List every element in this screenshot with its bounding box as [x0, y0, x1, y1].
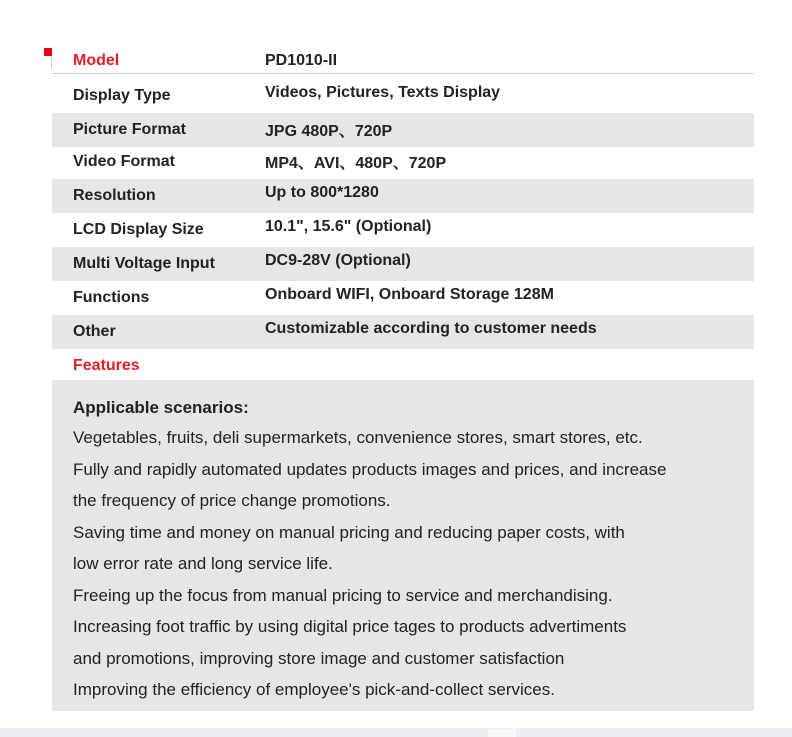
- features-heading: Applicable scenarios:: [73, 398, 249, 417]
- spec-value: DC9-28V (Optional): [265, 252, 411, 269]
- spec-label: Video Format: [73, 153, 175, 170]
- feature-line: Increasing foot traffic by using digital price tages to products advertiments: [73, 617, 627, 636]
- spec-value: 10.1", 15.6" (Optional): [265, 218, 432, 235]
- spec-value: JPG 480P、720P: [265, 123, 393, 140]
- spec-row: [52, 145, 754, 179]
- model-label: Model: [73, 52, 120, 69]
- spec-value: Up to 800*1280: [265, 184, 379, 201]
- spec-row: [52, 315, 754, 349]
- spec-label: Multi Voltage Input: [73, 255, 215, 272]
- feature-line: the frequency of price change promotions.: [73, 491, 391, 510]
- spec-value: Customizable according to customer needs: [265, 320, 597, 337]
- spec-value: MP4、AVI、480P、720P: [265, 155, 447, 172]
- section-marker-icon: [44, 48, 52, 56]
- model-row: [52, 51, 754, 74]
- spec-row: [52, 79, 754, 113]
- spec-value: Onboard WIFI, Onboard Storage 128M: [265, 286, 554, 303]
- feature-line: Freeing up the focus from manual pricing to service and merchandising.: [73, 585, 613, 605]
- spec-label: Other: [73, 323, 116, 340]
- bottom-indicator: [488, 729, 516, 737]
- spec-label: Display Type: [73, 87, 171, 104]
- spec-row: [52, 179, 754, 213]
- bottom-strip: [0, 728, 792, 737]
- spec-row: [52, 247, 754, 281]
- feature-line: Saving time and money on manual pricing and reducing paper costs, with: [73, 522, 625, 542]
- feature-line: Vegetables, fruits, deli supermarkets, convenience stores, smart stores, etc.: [73, 428, 643, 447]
- spec-row: [52, 113, 754, 147]
- feature-line: low error rate and long service life.: [73, 554, 333, 573]
- feature-line: Fully and rapidly automated updates products images and prices, and increase: [73, 459, 667, 479]
- feature-line: Improving the efficiency of employee's pick-and-collect services.: [73, 680, 555, 699]
- spec-label: LCD Display Size: [73, 221, 204, 238]
- features-label: Features: [73, 357, 140, 374]
- spec-label: Resolution: [73, 187, 156, 204]
- features-box: [52, 380, 754, 711]
- model-value: PD1010-II: [265, 52, 338, 69]
- spec-row: [52, 281, 754, 315]
- spec-label: Functions: [73, 289, 150, 306]
- spec-value: Videos, Pictures, Texts Display: [265, 84, 501, 101]
- spec-row: [52, 213, 754, 247]
- spec-label: Picture Format: [73, 121, 186, 138]
- feature-line: and promotions, improving store image and customer satisfaction: [73, 648, 565, 668]
